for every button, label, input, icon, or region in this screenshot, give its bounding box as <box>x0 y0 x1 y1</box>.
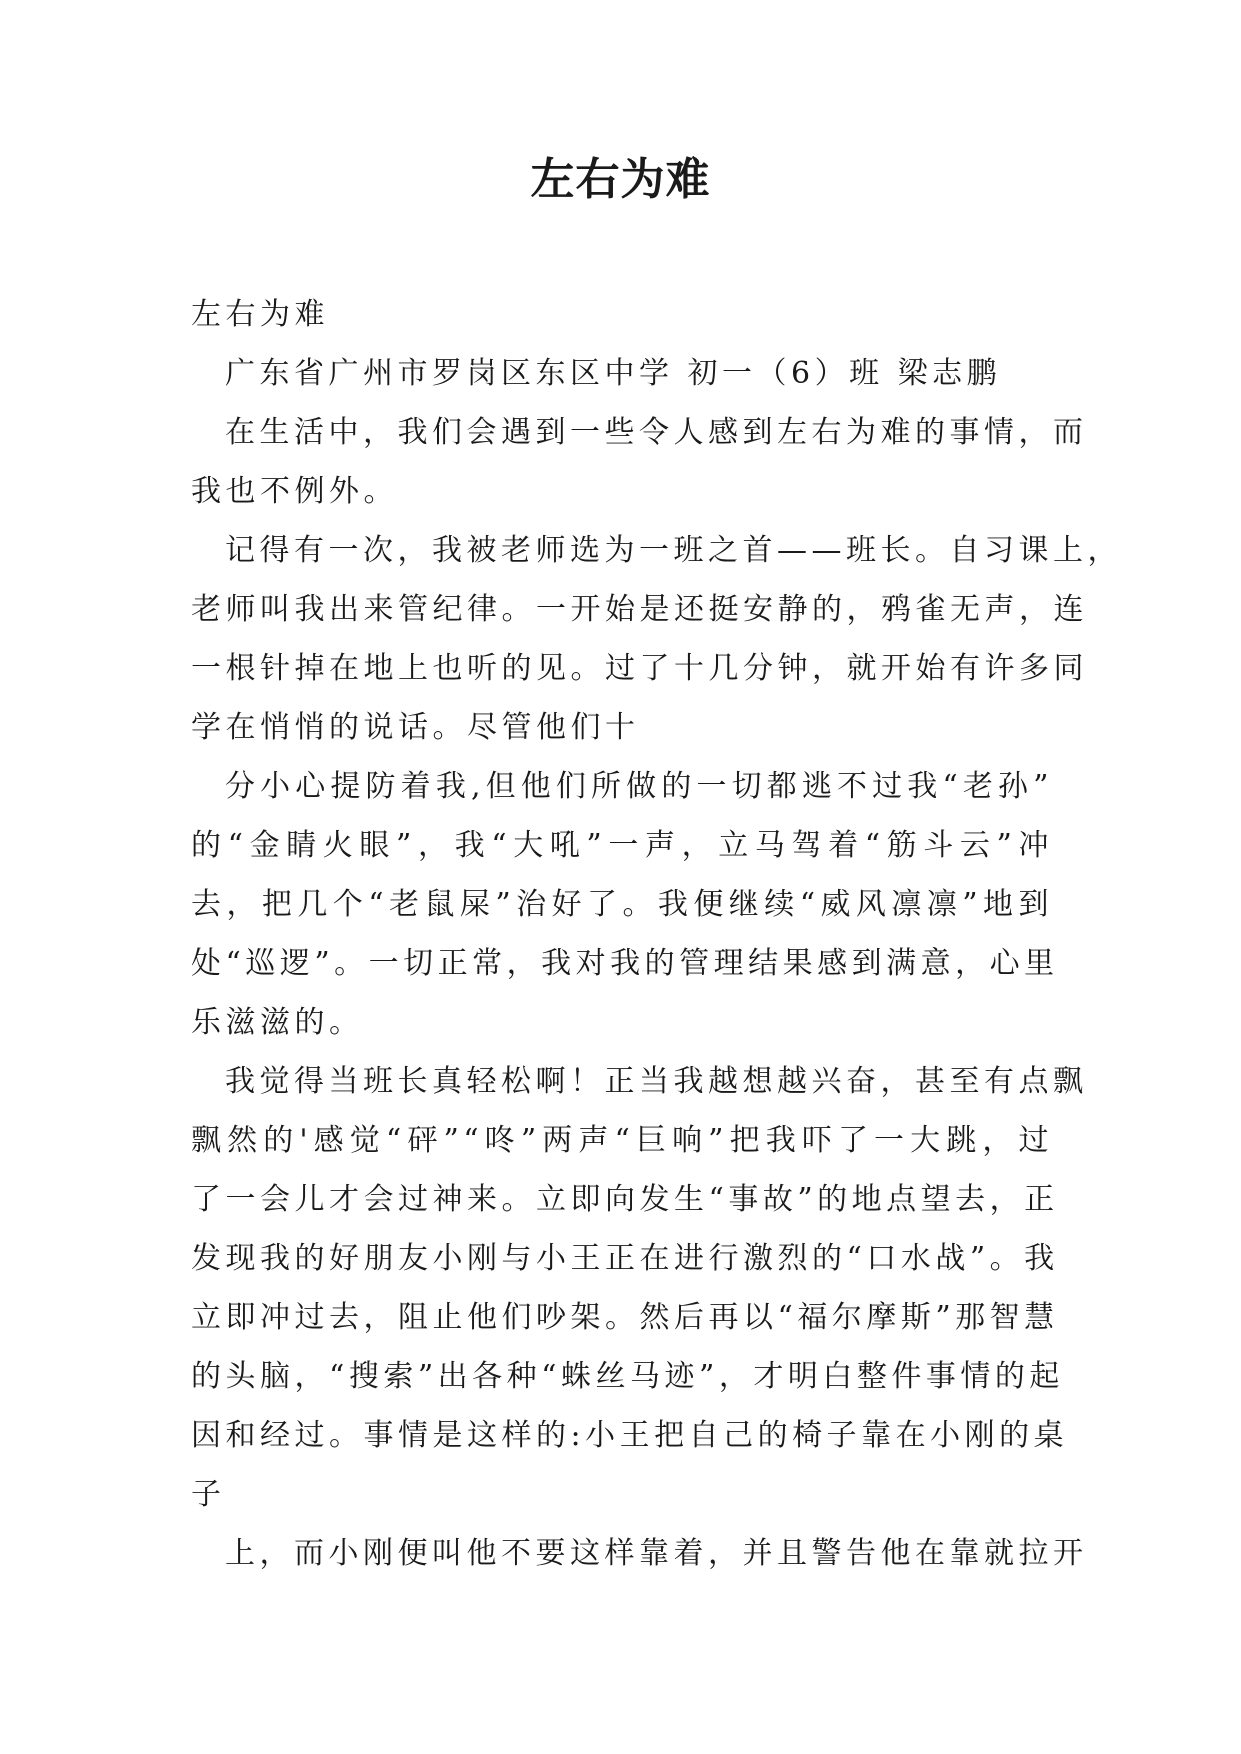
text-line: 处“巡逻”。一切正常，我对我的管理结果感到满意，心里 <box>191 946 1059 981</box>
paragraph <box>191 757 1059 1052</box>
text-line: 子 <box>191 1477 226 1512</box>
text-line: 广东省广州市罗岗区东区中学 初一（6）班 梁志鹏 <box>225 356 1002 391</box>
text-line: 的“金睛火眼”，我“大吼”一声，立马驾着“筋斗云”冲 <box>191 828 1053 863</box>
text-line: 我也不例外。 <box>191 474 398 509</box>
text-line: 我觉得当班长真轻松啊！正当我越想越兴奋，甚至有点飘 <box>225 1064 1088 1099</box>
text-line: 立即冲过去，阻止他们吵架。然后再以“福尔摩斯”那智慧 <box>191 1300 1059 1335</box>
document-body <box>191 285 1122 1583</box>
text-line: 分小心提防着我,但他们所做的一切都逃不过我“老孙” <box>225 769 1053 804</box>
document-title: 左右为难 <box>530 154 711 205</box>
text-line: 飘然的'感觉“砰”“咚”两声“巨响”把我吓了一大跳，过 <box>191 1123 1053 1158</box>
text-line: 老师叫我出来管纪律。一开始是还挺安静的，鸦雀无声，连 <box>191 592 1088 627</box>
text-line: 因和经过。事情是这样的:小王把自己的椅子靠在小刚的桌 <box>191 1418 1069 1453</box>
text-line: 左右为难 <box>191 297 329 332</box>
text-line: 在生活中，我们会遇到一些令人感到左右为难的事情，而 <box>225 415 1088 450</box>
text-line: 学在悄悄的说话。尽管他们十 <box>191 710 640 745</box>
paragraph <box>191 1052 1088 1524</box>
text-line: 了一会儿才会过神来。立即向发生“事故”的地点望去，正 <box>191 1182 1059 1217</box>
text-line: 去，把几个“老鼠屎”治好了。我便继续“威风凛凛”地到 <box>191 887 1053 922</box>
text-line: 发现我的好朋友小刚与小王正在进行激烈的“口水战”。我 <box>191 1241 1059 1276</box>
text-line: 的头脑，“搜索”出各种“蛛丝马迹”，才明白整件事情的起 <box>191 1359 1064 1394</box>
text-line: 上，而小刚便叫他不要这样靠着，并且警告他在靠就拉开 <box>225 1536 1088 1571</box>
text-line: 记得有一次，我被老师选为一班之首——班长。自习课上， <box>225 533 1122 568</box>
paragraph <box>191 521 1122 757</box>
paragraph <box>191 1524 1088 1583</box>
paragraph <box>191 403 1088 521</box>
text-line: 乐滋滋的。 <box>191 1005 364 1040</box>
paragraph-byline <box>191 344 1053 403</box>
text-line: 一根针掉在地上也听的见。过了十几分钟，就开始有许多同 <box>191 651 1088 686</box>
paragraph-heading <box>191 285 1053 344</box>
